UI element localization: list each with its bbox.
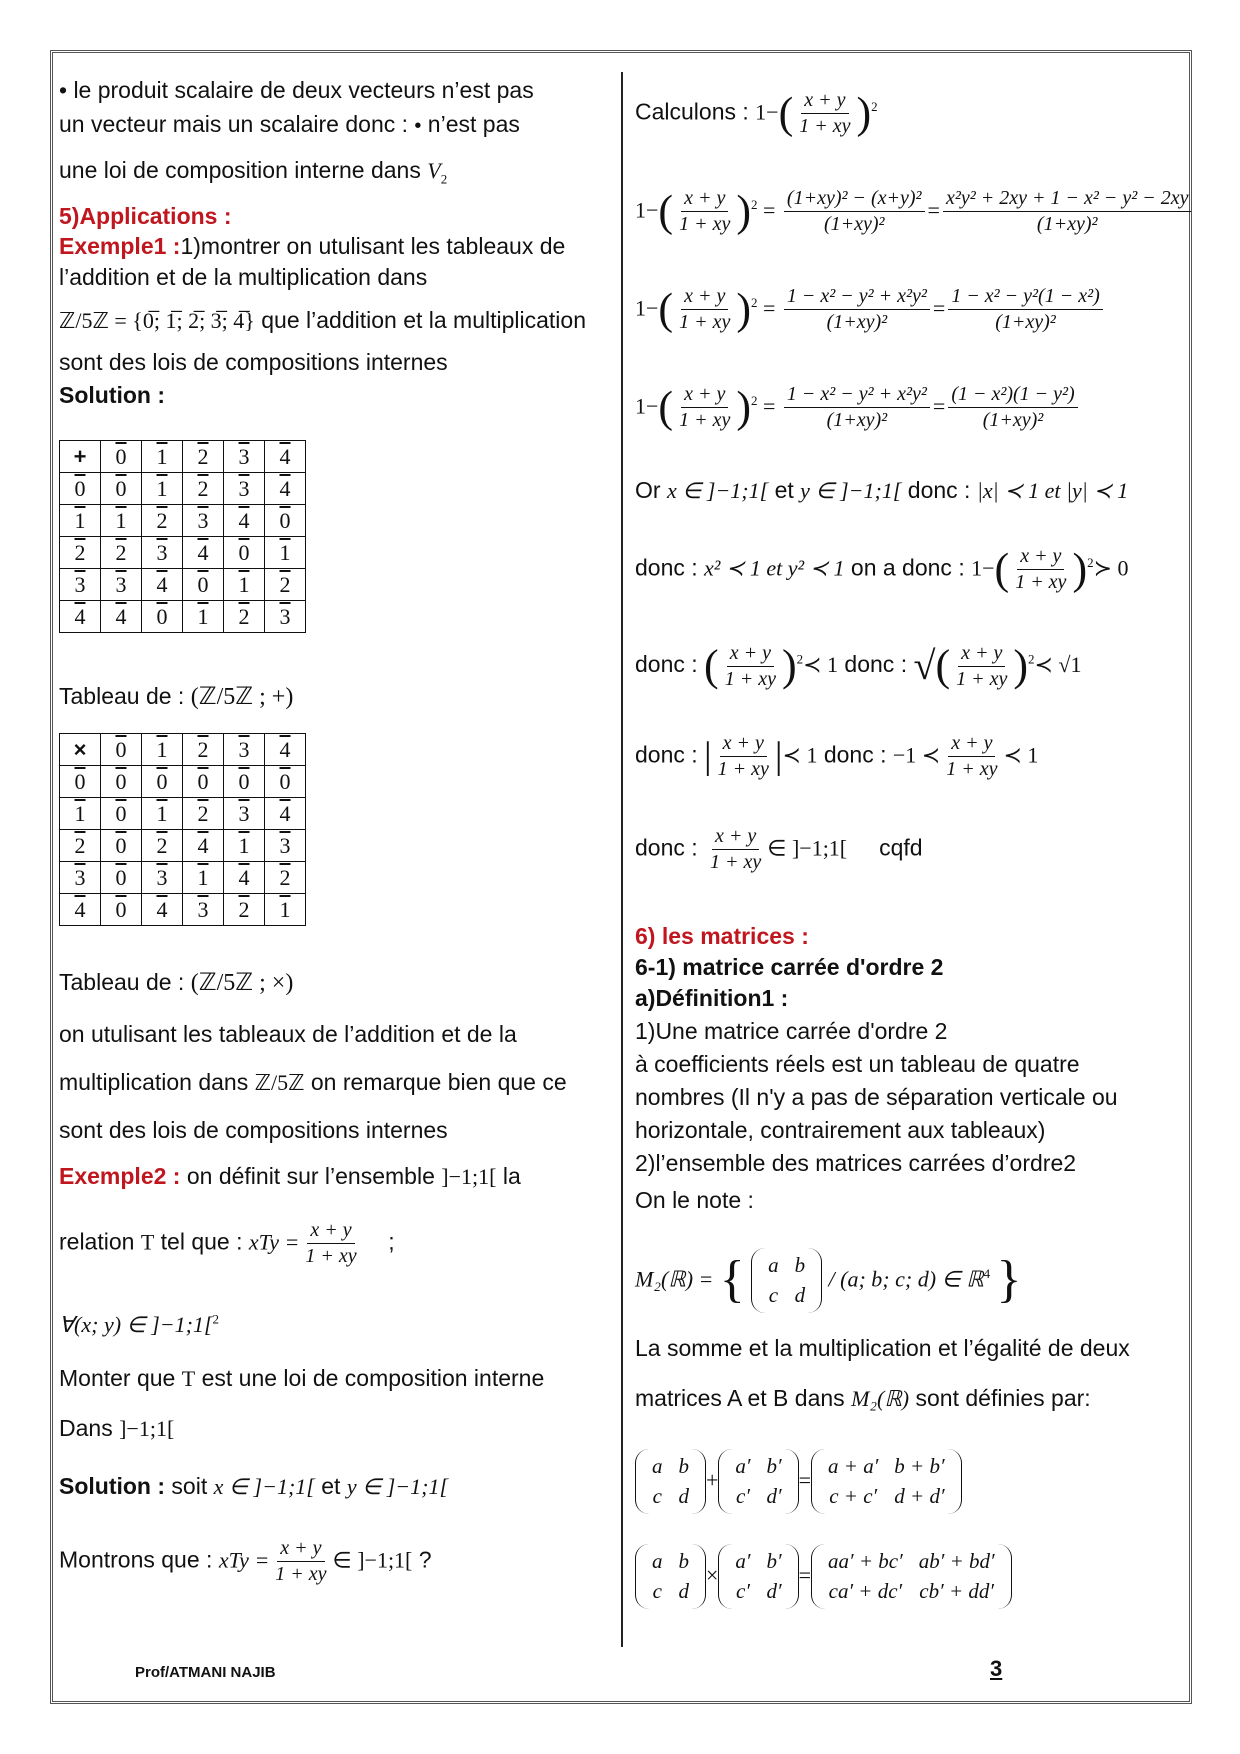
matrix: a′ b′ c′ d′ — [718, 1544, 798, 1609]
table-cell: 1 — [183, 601, 224, 633]
example2-line: Exemple2 : on définit sur l’ensemble ]−1;1[ la — [59, 1163, 521, 1189]
relation-line: relation T tel que : xTy = $\frac{x + y}{1 + xy}$ ; — [59, 1219, 395, 1267]
paragraph-line: 2)l’ensemble des matrices carrées d’ordre2 — [635, 1150, 1077, 1176]
fraction: $\frac{x + y}{1 + xy}$ — [679, 285, 731, 333]
table-cell: 3 — [142, 862, 183, 894]
table-cell: 3 — [224, 734, 265, 766]
table-cell: 3 — [101, 569, 142, 601]
table-cell: 3 — [183, 505, 224, 537]
multiplication-table — [59, 733, 306, 926]
footer-author: Prof/ATMANI NAJIB — [135, 1664, 276, 1681]
donc-line: donc : ( $\frac{x + y}{1 + xy}$ )$^2$≺ 1 donc : √( $\frac{x + y}{1 + xy}$ )$^2$≺ √1 — [635, 641, 1082, 690]
solution-label: Solution : — [59, 382, 166, 408]
table-cell: 1 — [265, 537, 306, 569]
table-row — [60, 537, 306, 569]
fraction: $\frac{\text{x²y² + 2xy + 1 − x² − y² − 2xy}}{\text{(1+xy)²}}$ — [943, 186, 1191, 237]
table-cell: 0 — [142, 766, 183, 798]
table-cell: 0 — [101, 798, 142, 830]
example1-line: Exemple1 :1)montrer on utulisant les tableaux de — [59, 233, 566, 259]
table-cell: + — [60, 441, 101, 473]
table-cell: 2 — [224, 894, 265, 926]
table-cell: 1 — [142, 473, 183, 505]
m2-definition: M₂(ℝ) = { a b c d / (a; b; c; d) ∈ ℝ$^4$ } — [635, 1244, 1022, 1317]
table-cell: 0 — [101, 734, 142, 766]
page-number: 3 — [990, 1656, 1003, 1681]
paragraph-line: nombres (Il n'y a pas de séparation verticale ou — [635, 1084, 1118, 1110]
fraction: $\frac{x + y}{1 + xy}$ — [305, 1219, 357, 1267]
paragraph-line: une loi de composition interne dans $V_2$ — [59, 157, 448, 187]
table-cell: 0 — [265, 766, 306, 798]
table-cell: 2 — [183, 441, 224, 473]
table-cell: 4 — [265, 798, 306, 830]
table-row — [60, 830, 306, 862]
fraction: $\frac{\text{1 − x² − y² + x²y²}}{\text{(1+xy)²}}$ — [784, 382, 930, 433]
mul-caption: Tableau de : (ℤ/5ℤ ; ×) — [59, 969, 294, 996]
table-cell: 0 — [183, 569, 224, 601]
table-cell: 3 — [265, 601, 306, 633]
table-cell: 2 — [60, 537, 101, 569]
table-cell: 2 — [183, 734, 224, 766]
table-cell: 3 — [224, 473, 265, 505]
paragraph-line: La somme et la multiplication et l’égalité de deux — [635, 1335, 1130, 1361]
table-cell: 4 — [224, 862, 265, 894]
fraction: $\frac{x + y}{1 + xy}$ — [799, 89, 851, 137]
paragraph-line: sont des lois de compositions internes — [59, 1117, 448, 1143]
table-cell: 2 — [142, 505, 183, 537]
add-caption: Tableau de : (ℤ/5ℤ ; +) — [59, 683, 294, 710]
matrix: aa′ + bc′ ab′ + bd′ ca′ + dc′ cb′ + dd′ — [811, 1544, 1012, 1609]
table-cell: 2 — [142, 830, 183, 862]
table-cell: 0 — [101, 473, 142, 505]
fraction: $\frac{\text{1 − x² − y² + x²y²}}{\text{(1+xy)²}}$ — [784, 284, 930, 335]
table-cell: 4 — [60, 894, 101, 926]
table-cell: 4 — [265, 441, 306, 473]
table-cell: 2 — [265, 569, 306, 601]
donc-line: donc : | $\frac{x + y}{1 + xy}$ |≺ 1 donc : −1 ≺ $\frac{x + y}{1 + xy}$ ≺ 1 — [635, 732, 1039, 781]
fraction: $\frac{x + y}{1 + xy}$ — [946, 732, 998, 781]
table-cell: 0 — [60, 473, 101, 505]
table-cell: 2 — [224, 601, 265, 633]
matrix: a + a′ b + b′ c + c′ d + d′ — [811, 1449, 962, 1514]
paragraph-line: On le note : — [635, 1187, 754, 1213]
paragraph-line: l’addition et de la multiplication dans — [59, 264, 428, 290]
table-cell: 0 — [224, 537, 265, 569]
montrons-line: Montrons que : xTy = $\frac{x + y}{1 + xy}$ ∈ ]−1;1[ ? — [59, 1537, 432, 1585]
fraction: $\frac{x + y}{1 + xy}$ — [679, 187, 731, 235]
table-row — [60, 798, 306, 830]
table-cell: 0 — [224, 766, 265, 798]
equation-line: 1−( $\frac{x + y}{1 + xy}$ )$^2$ = $\frac{\text{1 − x² − y² + x²y²}}{\text{(1+xy)²}}$ = $\frac{\text{(1 − x²)(1 − y²)}}{\text{(1+xy)²}}$ — [635, 382, 1081, 433]
matrix: a b c d — [751, 1248, 822, 1313]
table-row — [60, 766, 306, 798]
table-cell: 2 — [183, 473, 224, 505]
table-row — [60, 862, 306, 894]
table-cell: 4 — [101, 601, 142, 633]
paragraph-line: matrices A et B dans M₂(ℝ) sont définies par: — [635, 1385, 1091, 1411]
table-cell: 1 — [183, 862, 224, 894]
table-cell: 1 — [60, 798, 101, 830]
table-cell: 2 — [265, 862, 306, 894]
table-cell: 1 — [142, 734, 183, 766]
table-cell: 2 — [101, 537, 142, 569]
z5-set: ℤ/5ℤ = {0̅; 1̅; 2̅; 3̅; 4̅} — [59, 308, 255, 333]
table-cell: 4 — [265, 473, 306, 505]
solution2-line: Solution : soit x ∈ ]−1;1[ et y ∈ ]−1;1[ — [59, 1473, 449, 1499]
table-cell: 1 — [142, 798, 183, 830]
paragraph-line: horizontale, contrairement aux tableaux) — [635, 1117, 1046, 1143]
table-cell: 3 — [265, 830, 306, 862]
table-cell: 3 — [60, 862, 101, 894]
paragraph-line: sont des lois de compositions internes — [59, 349, 448, 375]
equation-line: 1−( $\frac{x + y}{1 + xy}$ )$^2$ = $\frac{\text{(1+xy)² − (x+y)²}}{\text{(1+xy)²}}$ = $\frac{\text{x²y² + 2xy + 1 − x² − y² − 2xy}}{\text{(1+xy)²}}$ — [635, 186, 1194, 237]
section-title: 5)Applications : — [59, 203, 232, 229]
table-cell: 3 — [60, 569, 101, 601]
table-row — [60, 601, 306, 633]
subsection-title: 6-1) matrice carrée d'ordre 2 — [635, 954, 944, 980]
section-title: 6) les matrices : — [635, 923, 809, 949]
paragraph-line: on utulisant les tableaux de l’addition et de la — [59, 1021, 517, 1047]
table-cell: 1 — [142, 441, 183, 473]
table-cell: 0 — [101, 441, 142, 473]
matrix: a b c d — [635, 1544, 706, 1609]
donc-line: donc : x² ≺ 1 et y² ≺ 1 on a donc : 1−( $\frac{x + y}{1 + xy}$ )$^2$≻ 0 — [635, 544, 1129, 594]
table-cell: 1 — [224, 830, 265, 862]
column-divider — [621, 72, 623, 1647]
fraction: $\frac{x + y}{1 + xy}$ — [956, 641, 1008, 690]
fraction: $\frac{\text{1 − x² − y²(1 − x²)}}{\text{(1+xy)²}}$ — [948, 284, 1102, 335]
fraction: $\frac{x + y}{1 + xy}$ — [275, 1537, 327, 1585]
forall-line: ∀(x; y) ∈ ]−1;1[$^2$ — [59, 1311, 220, 1337]
equation-line: 1−( $\frac{x + y}{1 + xy}$ )$^2$ = $\frac{\text{1 − x² − y² + x²y²}}{\text{(1+xy)²}}$ = $\frac{\text{1 − x² − y²(1 − x²)}}{\text{(1+xy)²}}$ — [635, 284, 1106, 335]
fraction: $\frac{x + y}{1 + xy}$ — [1015, 545, 1067, 593]
paragraph-line: à coefficients réels est un tableau de quatre — [635, 1051, 1080, 1077]
paragraph-line: 1)Une matrice carrée d'ordre 2 — [635, 1018, 948, 1044]
definition-title: a)Définition1 : — [635, 985, 789, 1011]
paragraph-line: • le produit scalaire de deux vecteurs n’est pas — [59, 77, 534, 103]
table-cell: 0 — [101, 830, 142, 862]
table-cell: 3 — [224, 798, 265, 830]
table-cell: 4 — [183, 537, 224, 569]
table-cell: 4 — [142, 894, 183, 926]
table-cell: 4 — [224, 505, 265, 537]
table-cell: 0 — [142, 601, 183, 633]
table-cell: 3 — [183, 894, 224, 926]
table-row — [60, 441, 306, 473]
or-line: Or x ∈ ]−1;1[ et y ∈ ]−1;1[ donc : |x| ≺ 1 et |y| ≺ 1 — [635, 477, 1129, 503]
table-cell: 4 — [183, 830, 224, 862]
table-cell: 3 — [142, 537, 183, 569]
table-cell: 1 — [224, 569, 265, 601]
table-cell: 4 — [265, 734, 306, 766]
fraction: $\frac{x + y}{1 + xy}$ — [724, 641, 776, 690]
table-cell: 0 — [183, 766, 224, 798]
table-cell: 2 — [183, 798, 224, 830]
table-cell: 0 — [265, 505, 306, 537]
table-cell: 1 — [60, 505, 101, 537]
matrix: a′ b′ c′ d′ — [718, 1449, 798, 1514]
table-row — [60, 734, 306, 766]
paragraph-line: un vecteur mais un scalaire donc : • n’est pas — [59, 111, 520, 137]
table-cell: 4 — [142, 569, 183, 601]
donc-line: donc : $\frac{x + y}{1 + xy}$ ∈ ]−1;1[ cqfd — [635, 825, 923, 873]
calc-line: Calculons : 1−( $\frac{x + y}{1 + xy}$ )$^2$ — [635, 88, 878, 138]
table-cell: 2 — [60, 830, 101, 862]
table-cell: 0 — [101, 862, 142, 894]
table-cell: 0 — [101, 894, 142, 926]
paragraph-line: Dans ]−1;1[ — [59, 1415, 175, 1441]
table-cell: 1 — [265, 894, 306, 926]
table-row — [60, 505, 306, 537]
matrix: a b c d — [635, 1449, 706, 1514]
table-cell: × — [60, 734, 101, 766]
table-cell: 0 — [101, 766, 142, 798]
paragraph-line: ℤ/5ℤ = {0̅; 1̅; 2̅; 3̅; 4̅} que l’addition et la multiplication — [59, 307, 587, 333]
fraction: $\frac{x + y}{1 + xy}$ — [679, 383, 731, 431]
table-row — [60, 473, 306, 505]
table-cell: 3 — [224, 441, 265, 473]
paragraph-line: Monter que T est une loi de composition interne — [59, 1365, 545, 1391]
table-row — [60, 569, 306, 601]
addition-table — [59, 440, 306, 633]
fraction: $\frac{x + y}{1 + xy}$ — [710, 825, 762, 873]
fraction: $\frac{x + y}{1 + xy}$ — [717, 732, 769, 781]
paragraph-line: multiplication dans ℤ/5ℤ on remarque bien que ce — [59, 1069, 567, 1095]
fraction: $\frac{\text{(1+xy)² − (x+y)²}}{\text{(1+xy)²}}$ — [784, 186, 925, 237]
table-cell: 0 — [60, 766, 101, 798]
matrix-addition: a b c d + a′ b′ c′ d′ = a + a′ b + b′ c + c′ d + d′ — [635, 1449, 962, 1514]
table-row — [60, 894, 306, 926]
fraction: $\frac{\text{(1 − x²)(1 − y²)}}{\text{(1+xy)²}}$ — [948, 382, 1077, 433]
matrix-multiplication: a b c d × a′ b′ c′ d′ = aa′ + bc′ ab′ + bd′ ca′ + dc′ cb′ + dd′ — [635, 1544, 1012, 1609]
table-cell: 1 — [101, 505, 142, 537]
table-cell: 4 — [60, 601, 101, 633]
